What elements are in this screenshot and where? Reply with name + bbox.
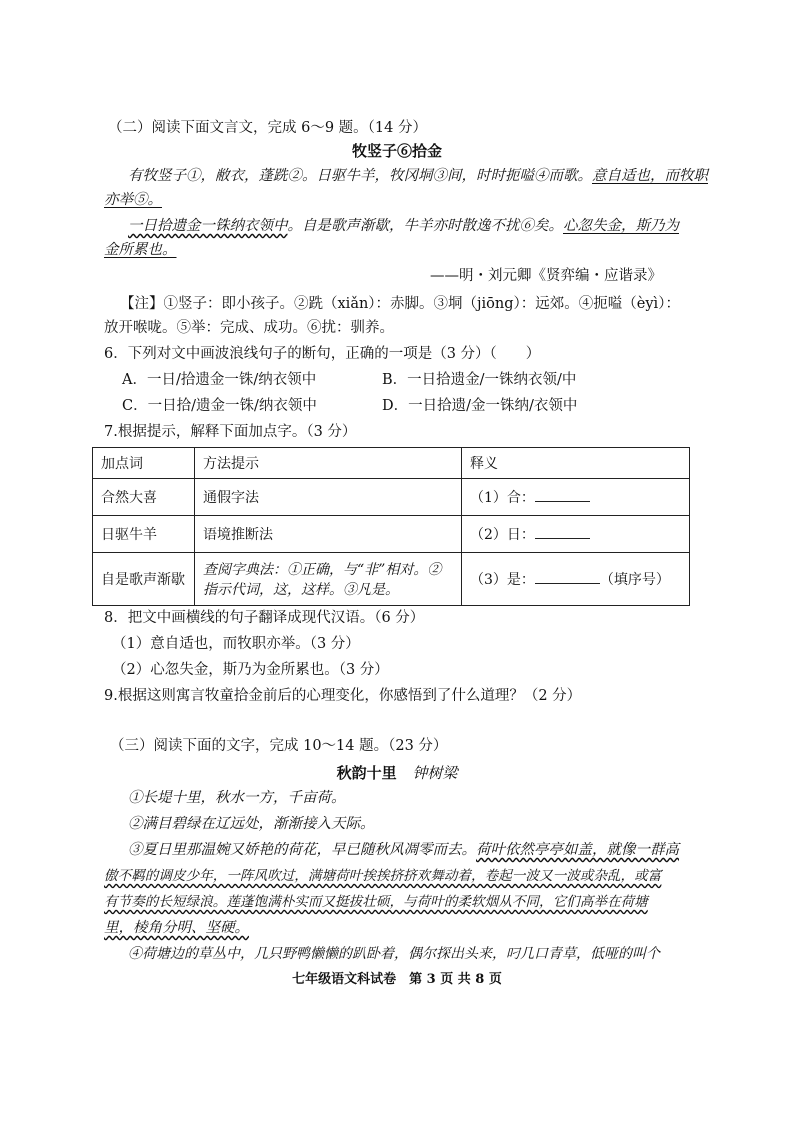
answer-cell xyxy=(462,479,690,516)
header-cell: 释义 xyxy=(462,448,690,479)
wavy-underlined-sentence: 荷叶依然亭亭如盖，就像一群高 xyxy=(476,842,679,858)
answer-blank[interactable] xyxy=(535,487,590,502)
option-d: D．一日拾遗/金一铢纳/衣领中 xyxy=(382,398,578,414)
essay-paragraph: ①长堤十里，秋水一方，千亩荷。 xyxy=(128,790,346,806)
passage-line xyxy=(104,240,177,260)
question-8-sub2: （2）心忽失金，斯乃为金所累也。（3 分） xyxy=(112,662,389,678)
essay-line xyxy=(104,866,661,886)
word-cell: 合然大喜 xyxy=(93,479,195,516)
underlined-sentence: 意自适也，而牧职 xyxy=(592,168,708,184)
table-row xyxy=(93,479,690,516)
question-7-stem: 7.根据提示，解释下面加点字。（3 分） xyxy=(104,424,357,440)
answer-suffix: （填序号） xyxy=(599,572,670,588)
passage-text: 有牧竖子①，敝衣，蓬跣②。日驱牛羊，牧冈垌③间，时时扼嗌④而歌。 xyxy=(128,168,592,184)
question-6-stem: 6．下列对文中画波浪线句子的断句，正确的一项是（3 分）（ ） xyxy=(104,346,541,362)
table-row xyxy=(93,553,690,606)
passage-line xyxy=(128,216,679,236)
option-b: B．一日拾遗金/一铢纳衣领/中 xyxy=(382,372,577,388)
answer-label: （3）是： xyxy=(470,572,535,588)
header-cell: 方法提示 xyxy=(195,448,462,479)
answer-label: （2）日： xyxy=(470,527,535,543)
word-cell: 自是歌声渐歇 xyxy=(93,553,195,606)
essay-title: 秋韵十里 xyxy=(336,764,397,782)
section2-heading: （二）阅读下面文言文，完成 6～9 题。（14 分） xyxy=(108,120,427,136)
method-cell: 通假字法 xyxy=(195,479,462,516)
essay-paragraph: ④荷塘边的草丛中，几只野鸭懒懒的趴卧着，偶尔探出头来，叼几口青草，低哑的叫个 xyxy=(128,946,660,962)
explanation-table xyxy=(92,447,690,606)
note-line-2: 放开喉咙。⑤举：完成、成功。⑥扰：驯养。 xyxy=(104,320,394,336)
answer-cell xyxy=(462,553,690,606)
question-9-stem: 9.根据这则寓言牧童拾金前后的心理变化，你感悟到了什么道理？（2 分） xyxy=(104,688,582,704)
section3-heading: （三）阅读下面的文字，完成 10～14 题。（23 分） xyxy=(110,738,448,754)
poem-title: 牧竖子⑥拾金 xyxy=(351,142,442,160)
passage-text: 。自是歌声渐歇，牛羊亦时散逸不扰⑥矣。 xyxy=(287,218,563,234)
essay-title-line xyxy=(0,762,794,783)
wavy-underlined-sentence: 一日拾遗金一铢纳衣领中 xyxy=(128,218,288,234)
essay-line xyxy=(128,840,679,860)
essay-line xyxy=(104,892,648,912)
method-cell: 语境推断法 xyxy=(195,516,462,553)
passage-source: ——明・刘元卿《贤弈编・应谐录》 xyxy=(430,268,662,284)
underlined-sentence: 心忽失金，斯乃为 xyxy=(563,218,679,234)
wavy-underlined-sentence: 有节奏的长短绿浪。莲蓬饱满朴实而又挺拔壮硕，与荷叶的柔软烟从不同，它们高举在荷塘 xyxy=(104,894,648,910)
essay-author: 钟树梁 xyxy=(412,764,458,782)
wavy-underlined-sentence: 里，棱角分明、坚硬。 xyxy=(104,920,249,936)
page-footer: 七年级语文科试卷 第 3 页 共 8 页 xyxy=(292,972,502,987)
passage-line xyxy=(128,166,708,186)
header-cell: 加点词 xyxy=(93,448,195,479)
underlined-sentence: 金所累也。 xyxy=(104,242,177,258)
table-row xyxy=(93,516,690,553)
method-cell: 查阅字典法：①正确，与“非”相对。②指示代词，这，这样。③凡是。 xyxy=(195,553,462,606)
question-8-sub1: （1）意自适也，而牧职亦举。（3 分） xyxy=(112,636,360,652)
essay-line xyxy=(104,918,249,938)
answer-blank[interactable] xyxy=(535,524,590,539)
option-c: C．一日拾/遗金一铢/纳衣领中 xyxy=(122,398,317,414)
essay-paragraph: ②满目碧绿在辽远处，渐渐接入天际。 xyxy=(128,816,375,832)
answer-blank[interactable] xyxy=(535,569,600,584)
underlined-sentence: 亦举⑤。 xyxy=(104,192,162,208)
essay-text: ③夏日里那温婉又娇艳的荷花，早已随秋风凋零而去。 xyxy=(128,842,476,858)
wavy-underlined-sentence: 傲不羁的调皮少年，一阵风吹过，满塘荷叶挨挨挤挤欢舞动着，卷起一波又一波或杂乱，或富 xyxy=(104,868,662,884)
option-a: A．一日/拾遗金一铢/纳衣领中 xyxy=(122,372,317,388)
table-header-row xyxy=(93,448,690,479)
word-cell: 日驱牛羊 xyxy=(93,516,195,553)
passage-line xyxy=(104,190,162,210)
note-line-1: 【注】①竖子：即小孩子。②跣（xiǎn）：赤脚。③垌（jiōng）：远郊。④扼嗌（èyì）： xyxy=(120,296,680,312)
answer-label: （1）合： xyxy=(470,490,535,506)
answer-cell xyxy=(462,516,690,553)
question-8-stem: 8．把文中画横线的句子翻译成现代汉语。（6 分） xyxy=(104,610,425,626)
